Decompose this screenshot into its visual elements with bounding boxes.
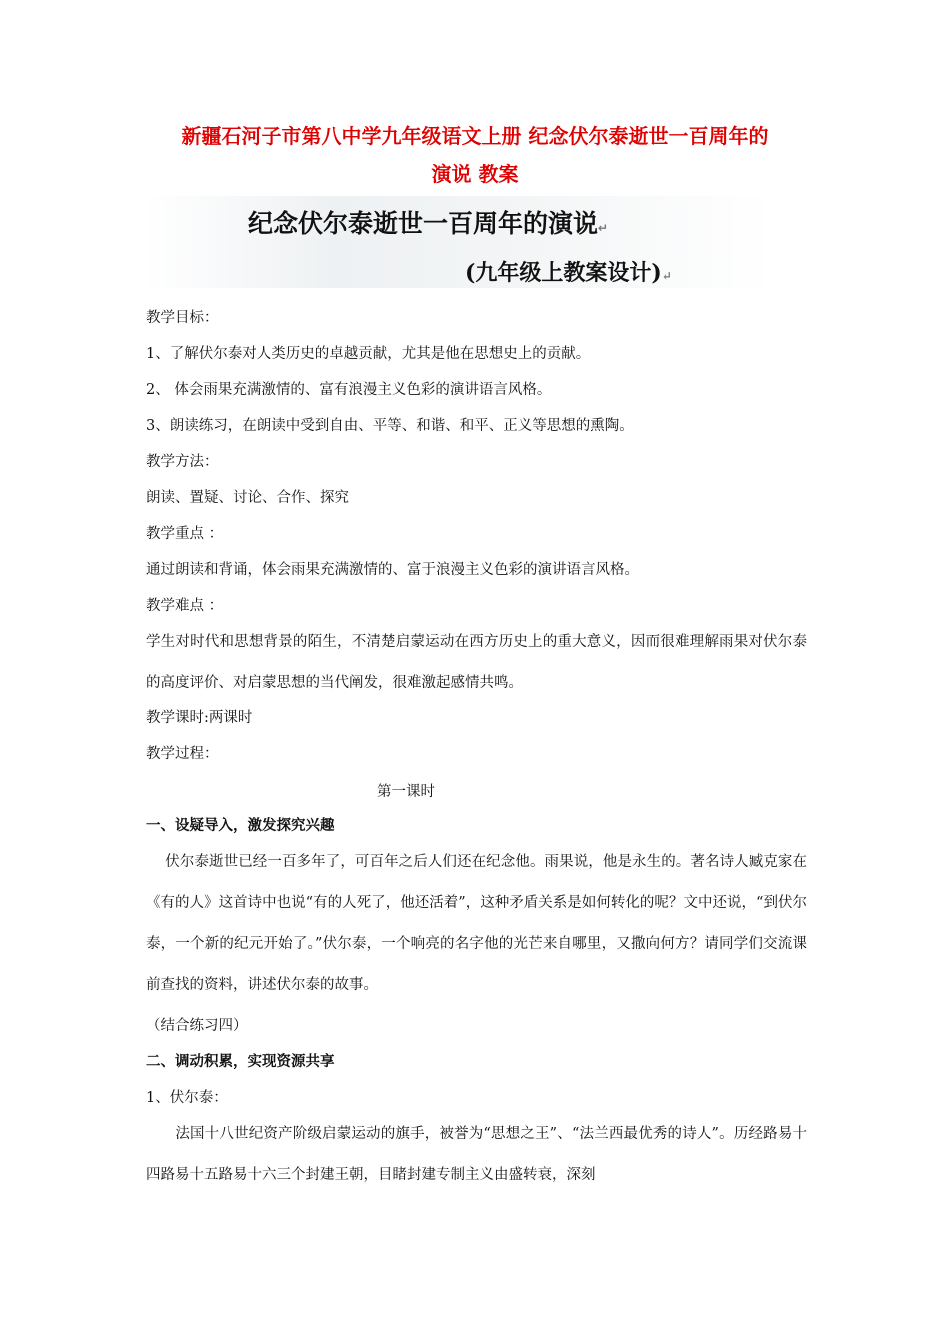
voltaire-item-heading: 1、伏尔泰：	[146, 1090, 228, 1106]
section-2-heading: 二、调动积累，实现资源共享	[146, 1054, 335, 1070]
focus-text: 通过朗读和背诵，体会雨果充满激情的、富于浪漫主义色彩的演讲语言风格。	[146, 562, 639, 578]
banner-title: 纪念伏尔泰逝世一百周年的演说↵	[248, 209, 609, 238]
focus-heading: 教学重点 ：	[146, 526, 224, 542]
difficulty-heading: 教学难点 ：	[146, 598, 224, 614]
method-heading: 教学方法：	[146, 454, 219, 470]
document-title-line-2: 演说 教案	[431, 162, 519, 186]
hours-text: 教学课时:两课时	[146, 710, 253, 726]
goals-heading: 教学目标：	[146, 310, 219, 326]
method-text: 朗读、置疑、讨论、合作、探究	[146, 490, 349, 506]
banner-image	[143, 196, 773, 288]
lesson-label: 第一课时	[377, 784, 435, 800]
banner-subtitle: (九年级上教案设计)↵	[465, 260, 672, 286]
section-1-heading: 一、设疑导入，激发探究兴趣	[146, 818, 335, 834]
voltaire-text: 法国十八世纪资产阶级启蒙运动的旗手，被誉为“思想之王”、“法兰西最优秀的诗人”。历经路易十四路易十五路易十六三个封建王朝，目睹封建专制主义由盛转衰，深刻	[146, 1126, 807, 1183]
goal-item-2: 2、 体会雨果充满激情的、富有浪漫主义色彩的演讲语言风格。	[146, 382, 552, 398]
paragraph-mark-icon: ↵	[661, 269, 672, 283]
goal-item-1: 1、了解伏尔泰对人类历史的卓越贡献，尤其是他在思想史上的贡献。	[146, 346, 591, 362]
goal-item-3: 3、朗读练习，在朗读中受到自由、平等、和谐、和平、正义等思想的熏陶。	[146, 418, 634, 434]
difficulty-text: 学生对时代和思想背景的陌生，不清楚启蒙运动在西方历史上的重大意义，因而很难理解雨果对伏尔泰的高度评价、对启蒙思想的当代阐发，很难激起感情共鸣。	[146, 634, 807, 691]
process-heading: 教学过程：	[146, 746, 219, 762]
section-1-note: （结合练习四）	[146, 1018, 248, 1034]
paragraph-mark-icon: ↵	[598, 221, 609, 235]
section-1-text: 伏尔泰逝世已经一百多年了，可百年之后人们还在纪念他。雨果说，他是永生的。著名诗人臧克家在《有的人》这首诗中也说“有的人死了，他还活着”，这种矛盾关系是如何转化的呢？文中还说，“到伏尔泰，一个新的纪元开始了。”伏尔泰，一个响亮的名字他的光芒来自哪里，又撒向何方？请同学们交流课前查找的资料，讲述伏尔泰的故事。	[146, 854, 807, 993]
document-title-line-1: 新疆石河子市第八中学九年级语文上册 纪念伏尔泰逝世一百周年的	[181, 124, 769, 148]
